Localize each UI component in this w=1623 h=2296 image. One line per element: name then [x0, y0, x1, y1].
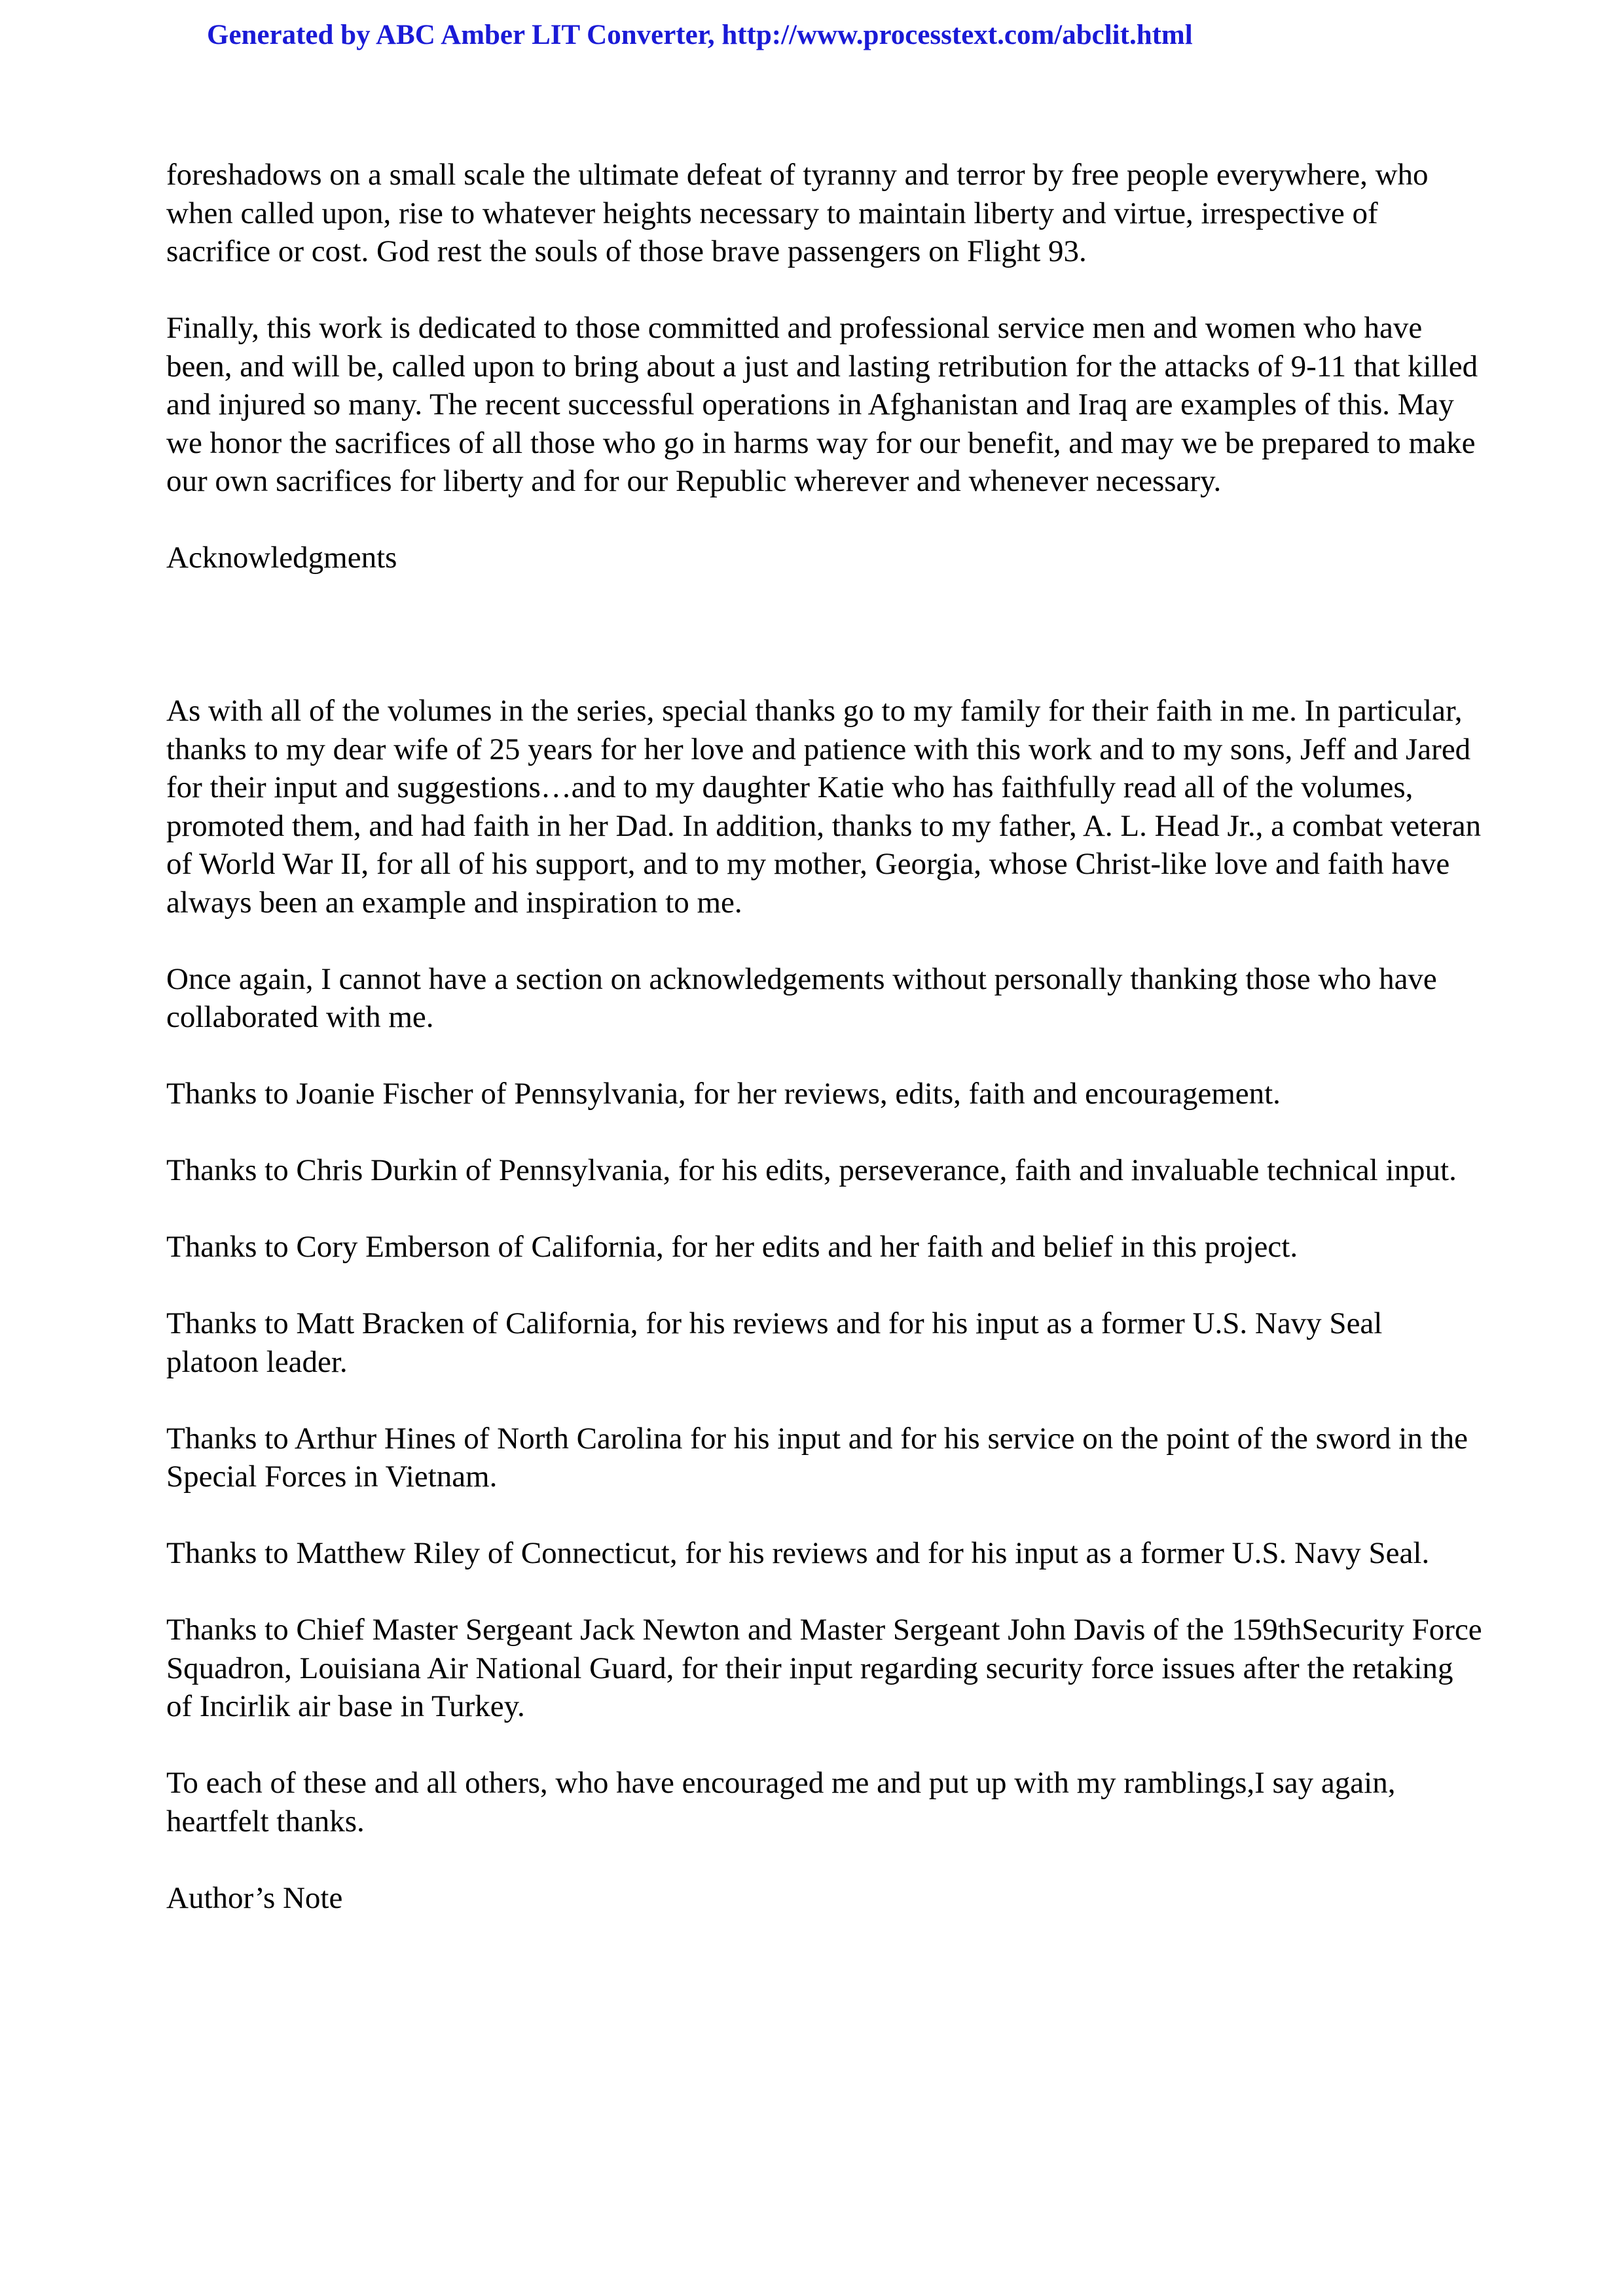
converter-header-link[interactable]: Generated by ABC Amber LIT Converter, http://www.processtext.com/abclit.html: [207, 20, 1193, 50]
paragraph-thanks-durkin: Thanks to Chris Durkin of Pennsylvania, for his edits, perseverance, faith and invaluable technical input.: [166, 1153, 1457, 1187]
paragraph-thanks-riley: Thanks to Matthew Riley of Connecticut, for his reviews and for his input as a former U.S. Navy Seal.: [166, 1536, 1430, 1570]
paragraph-family-thanks: As with all of the volumes in the series, special thanks go to my family for their faith in me. In particular, thanks to my dear wife of 25 years for her love and patience with this work and to my sons, Jeff and Jared for their input and suggestions…and to my daughter Katie who has faithfully read all of the volumes, promoted them, and had faith in her Dad. In addition, thanks to my father, A. L. Head Jr., a combat veteran of World War II, for all of his support, and to my mother, Georgia, whose Christ-like love and faith have always been an example and inspiration to me.: [166, 694, 1482, 920]
paragraph-thanks-fischer: Thanks to Joanie Fischer of Pennsylvania, for her reviews, edits, faith and encouragement.: [166, 1077, 1281, 1111]
paragraph-collaborators-intro: Once again, I cannot have a section on acknowledgements without personally thanking those who have collaborated with me.: [166, 961, 1437, 1034]
paragraph-heartfelt-thanks: To each of these and all others, who have encouraged me and put up with my ramblings,I say again, heartfelt thanks.: [166, 1766, 1396, 1839]
paragraph-thanks-bracken: Thanks to Matt Bracken of California, for his reviews and for his input as a former U.S. Navy Seal platoon leader.: [166, 1306, 1383, 1379]
document-body: [166, 156, 1482, 1956]
paragraph-thanks-hines: Thanks to Arthur Hines of North Carolina for his input and for his service on the point of the sword in the Special Forces in Vietnam.: [166, 1421, 1468, 1494]
paragraph-thanks-emberson: Thanks to Cory Emberson of California, for her edits and her faith and belief in this project.: [166, 1230, 1298, 1264]
paragraph-flight-93: foreshadows on a small scale the ultimate defeat of tyranny and terror by free people everywhere, who when called upon, rise to whatever heights necessary to maintain liberty and virtue, irrespective of sacrifice or cost. God rest the souls of those brave passengers on Flight 93.: [166, 158, 1429, 268]
paragraph-dedication: Finally, this work is dedicated to those committed and professional service men and women who have been, and will be, called upon to bring about a just and lasting retribution for the attacks of 9-11 that killed and injured so many. The recent successful operations in Afghanistan and Iraq are examples of this. May we honor the sacrifices of all those who go in harms way for our benefit, and may we be prepared to make our own sacrifices for liberty and for our Republic wherever and whenever necessary.: [166, 311, 1478, 498]
paragraph-thanks-newton-davis: Thanks to Chief Master Sergeant Jack Newton and Master Sergeant John Davis of the 159thSecurity Force Squadron, Louisiana Air National Guard, for their input regarding security force issues after the retaking of Incirlik air base in Turkey.: [166, 1613, 1482, 1723]
heading-acknowledgments: Acknowledgments: [166, 541, 397, 575]
heading-authors-note: Author’s Note: [166, 1880, 343, 1915]
